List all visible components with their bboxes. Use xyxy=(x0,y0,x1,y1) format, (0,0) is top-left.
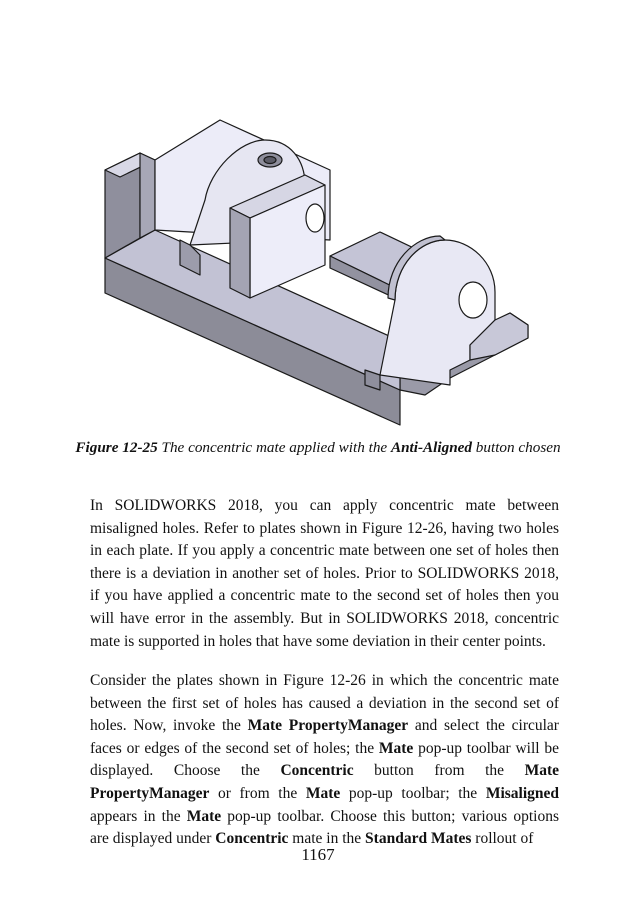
paragraph-2-run: pop-up toolbar will be displayed. Choose the xyxy=(90,739,559,780)
paragraph-2-run: Mate PropertyManager xyxy=(90,762,559,802)
front-plate-side xyxy=(230,208,250,298)
paragraph-2-run: Concentric xyxy=(280,762,354,780)
paragraph-2-run: Concentric xyxy=(215,830,289,848)
front-plate-hole xyxy=(306,204,324,232)
front-block-hole xyxy=(459,282,487,318)
caption-run: button chosen xyxy=(471,439,561,456)
paragraph-2-run: pop-up toolbar; the xyxy=(340,784,486,802)
back-block-hole-inner xyxy=(264,157,276,164)
body-paragraph-2 xyxy=(90,670,559,851)
paragraph-2-run: or from the xyxy=(209,784,306,802)
caption-run: Anti-Aligned xyxy=(390,439,472,456)
paragraph-2-run: button from the xyxy=(353,762,525,780)
paragraph-2-run: Mate xyxy=(378,739,414,757)
wall-inner-face xyxy=(140,153,155,238)
caption-run: The concentric mate applied with the xyxy=(157,439,391,456)
paragraph-2-run: Misaligned xyxy=(485,784,560,802)
body-paragraph-1 xyxy=(90,495,559,653)
paragraph-2-run: Standard Mates xyxy=(365,830,472,848)
paragraph-2-run: Mate PropertyManager xyxy=(247,717,409,735)
paragraph-1-run: In SOLIDWORKS 2018, you can apply concentric mate between misaligned holes. Refer to plates shown in Figure 12-26, having two holes in each plate. If you apply a concentric mate between one set of holes then there is a deviation in another set of holes. Prior to SOLIDWORKS 2018, if you have applied a concentric mate to the second set of holes then you will have error in the assembly. But in SOLIDWORKS 2018, concentric mate is supported in holes that have some deviation in their center points. xyxy=(90,497,559,650)
assembly-figure xyxy=(0,0,636,440)
vise-assembly-drawing xyxy=(0,0,636,440)
paragraph-2-run: Mate xyxy=(186,807,222,825)
paragraph-2-run: Consider the plates shown in Figure 12-26 in which the concentric mate between the first set of holes has caused a deviation in the second set of holes. Now, invoke the xyxy=(90,672,559,735)
figure-caption xyxy=(70,438,566,458)
paragraph-2-run: appears in the xyxy=(90,807,187,825)
caption-run: Figure 12-25 xyxy=(75,439,158,456)
page-number: 1167 xyxy=(301,845,335,864)
paragraph-2-run: Mate xyxy=(305,784,341,802)
paragraph-2-run: rollout of xyxy=(471,830,534,848)
paragraph-2-run: and select the circular faces or edges of the second set of holes; the xyxy=(90,717,559,757)
paragraph-2-run: pop-up toolbar. Choose this button; various options are displayed under xyxy=(90,807,559,848)
paragraph-2-run: mate in the xyxy=(288,830,366,848)
